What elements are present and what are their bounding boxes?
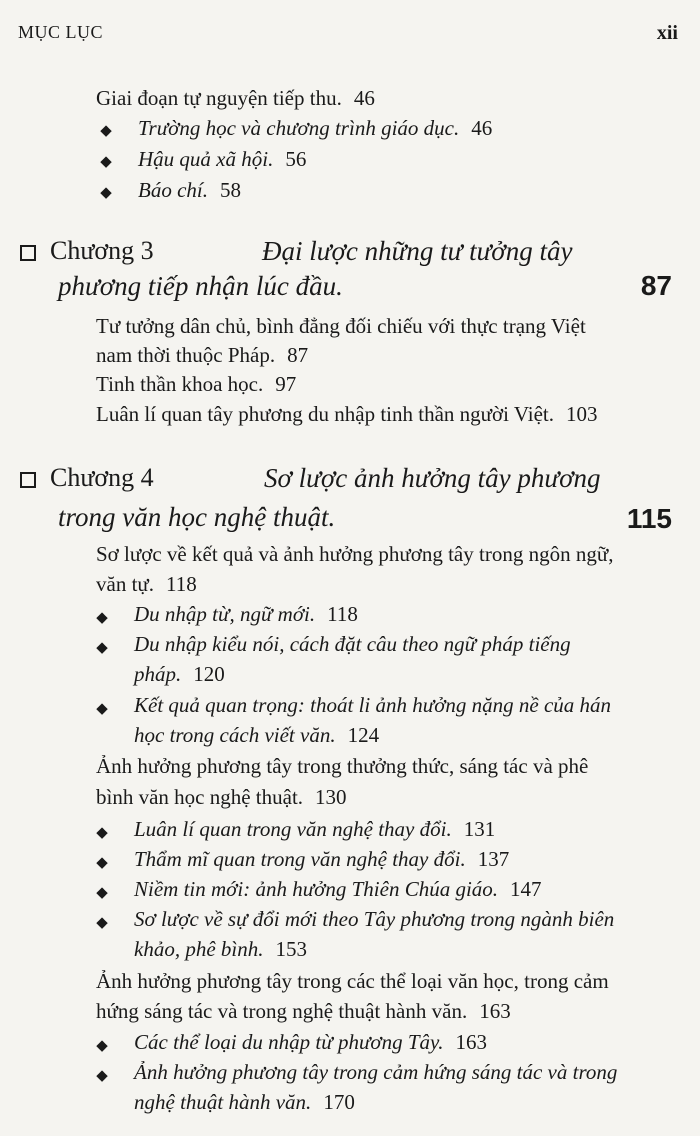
toc-subentry: Trường học và chương trình giáo dục. 46 — [138, 116, 493, 140]
bullet-diamond-icon: ◆ — [100, 185, 112, 201]
bullet-diamond-icon: ◆ — [96, 915, 108, 931]
toc-entry-cont: bình văn học nghệ thuật. 130 — [96, 785, 347, 809]
chapter-checkbox-icon — [20, 472, 36, 488]
toc-entry: Sơ lược về kết quả và ảnh hưởng phương tây trong ngôn ngữ, — [96, 542, 614, 566]
toc-subentry-cont: nghệ thuật hành văn. 170 — [134, 1090, 355, 1114]
toc-entry-cont: hứng sáng tác và trong nghệ thuật hành văn. 163 — [96, 999, 511, 1023]
toc-entry: Tư tưởng dân chủ, bình đẳng đối chiếu với thực trạng Việt — [96, 314, 586, 338]
toc-subentry: Hậu quả xã hội. 56 — [138, 147, 307, 171]
page-number: xii — [656, 22, 678, 44]
bullet-diamond-icon: ◆ — [96, 1068, 108, 1084]
toc-entry: Tinh thần khoa học. 97 — [96, 372, 297, 396]
toc-entry: Ảnh hưởng phương tây trong thưởng thức, sáng tác và phê — [96, 754, 589, 778]
bullet-diamond-icon: ◆ — [96, 701, 108, 717]
bullet-diamond-icon: ◆ — [96, 640, 108, 656]
toc-subentry: Thẩm mĩ quan trong văn nghệ thay đổi. 137 — [134, 847, 510, 871]
chapter-3-title: Đại lược những tư tưởng tây — [262, 236, 573, 266]
toc-entry-cont: văn tự. 118 — [96, 572, 197, 596]
bullet-diamond-icon: ◆ — [96, 855, 108, 871]
toc-subentry: Báo chí. 58 — [138, 178, 241, 202]
toc-subentry-cont: học trong cách viết văn. 124 — [134, 723, 380, 747]
chapter-3-label: Chương 3 — [50, 236, 154, 265]
toc-subentry-cont: pháp. 120 — [134, 662, 225, 686]
chapter-checkbox-icon — [20, 245, 36, 261]
toc-subentry: Du nhập kiểu nói, cách đặt câu theo ngữ pháp tiếng — [134, 632, 571, 656]
chapter-4-label: Chương 4 — [50, 463, 154, 492]
bullet-diamond-icon: ◆ — [96, 885, 108, 901]
toc-entry-cont: nam thời thuộc Pháp. 87 — [96, 343, 309, 367]
toc-entry: Ảnh hưởng phương tây trong các thể loại văn học, trong cảm — [96, 969, 609, 993]
toc-subentry: Du nhập từ, ngữ mới. 118 — [134, 602, 358, 626]
chapter-4-title-cont: trong văn học nghệ thuật. — [58, 502, 336, 532]
toc-subentry-cont: khảo, phê bình. 153 — [134, 937, 307, 961]
toc-subentry: Luân lí quan trong văn nghệ thay đổi. 131 — [134, 817, 496, 841]
toc-entry: Luân lí quan tây phương du nhập tinh thần người Việt. 103 — [96, 402, 598, 426]
toc-subentry: Niềm tin mới: ảnh hưởng Thiên Chúa giáo. 147 — [134, 877, 542, 901]
chapter-4-title: Sơ lược ảnh hưởng tây phương — [264, 463, 601, 493]
bullet-diamond-icon: ◆ — [96, 825, 108, 841]
bullet-diamond-icon: ◆ — [96, 610, 108, 626]
bullet-diamond-icon: ◆ — [100, 123, 112, 139]
running-header-title: MỤC LỤC — [18, 22, 104, 42]
toc-subentry: Ảnh hưởng phương tây trong cảm hứng sáng tác và trong — [134, 1060, 618, 1084]
chapter-4-page: 115 — [626, 503, 672, 534]
bullet-diamond-icon: ◆ — [100, 154, 112, 170]
chapter-3-title-cont: phương tiếp nhận lúc đầu. — [58, 271, 343, 301]
toc-subentry: Các thể loại du nhập từ phương Tây. 163 — [134, 1030, 487, 1054]
chapter-3-page: 87 — [640, 270, 672, 301]
toc-subentry: Sơ lược về sự đổi mới theo Tây phương trong ngành biên — [134, 907, 615, 931]
toc-entry: Giai đoạn tự nguyện tiếp thu. 46 — [96, 86, 375, 110]
bullet-diamond-icon: ◆ — [96, 1038, 108, 1054]
toc-subentry: Kết quả quan trọng: thoát li ảnh hưởng nặng nề của hán — [134, 693, 612, 717]
